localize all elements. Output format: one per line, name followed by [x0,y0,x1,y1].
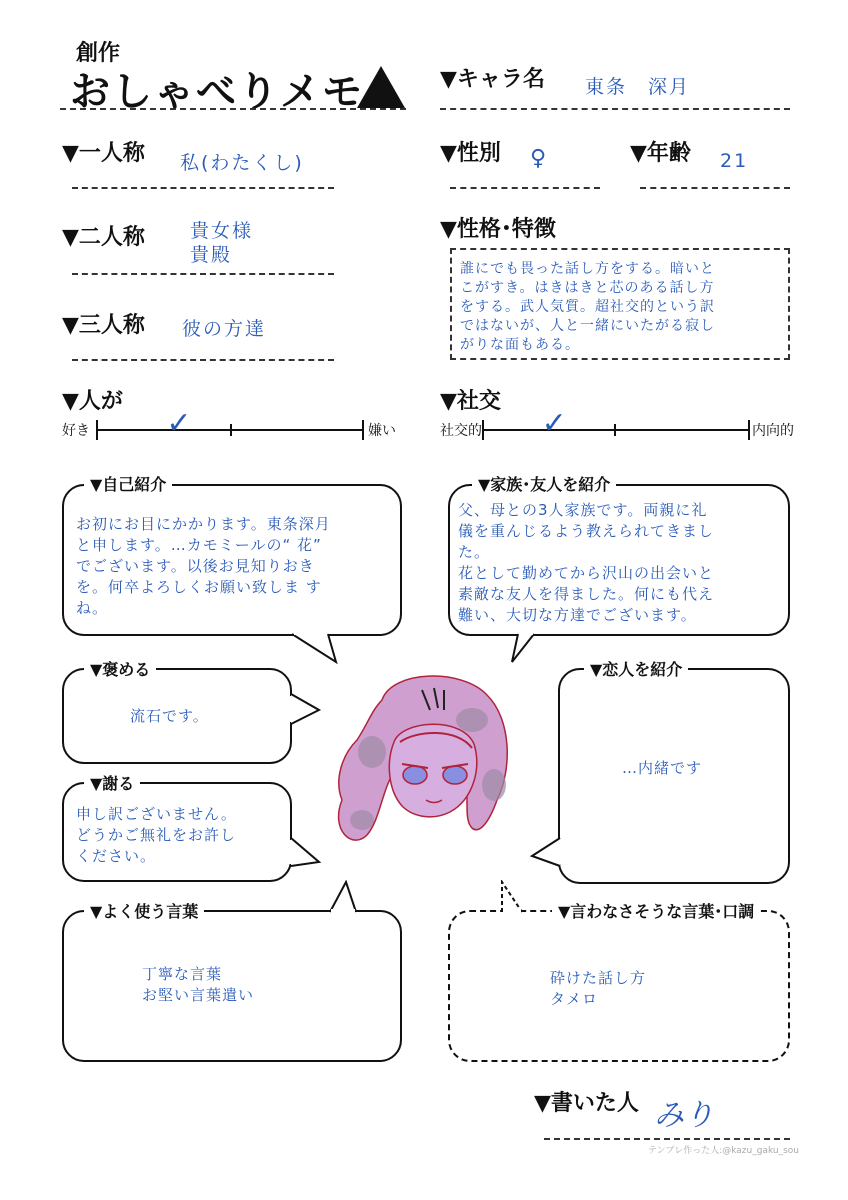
second-person-value-1: 貴女様 [190,220,254,242]
personality-line: がりな面もある。 [460,337,580,353]
gender-label: ▼性別 [440,141,501,166]
common-words-bubble-text [142,964,342,1006]
people-scale-check-mark: ✓ [166,406,192,441]
common-words-bubble-tail [326,880,366,914]
personality-line: こがすき。はきはきと芯のある話し方 [460,280,715,296]
intro-bubble-title: ▼自己紹介 [84,472,172,495]
people-scale-tick [362,420,364,440]
common-words-line: お堅い言葉遣い [142,986,255,1004]
page-title: おしゃべりメモ [70,69,364,115]
age-value: 21 [720,150,749,172]
social-scale-label: ▼社交 [440,389,501,414]
family-line: 儀を重んじるよう教えられてきまし [458,522,715,540]
praise-bubble-text [130,706,280,727]
name-value: 東条 深月 [585,76,691,98]
social-scale-left: 社交的 [440,423,482,439]
intro-line: と申します。…カモミールの“ 花” [76,536,322,554]
family-bubble-text [458,500,788,626]
second-person-value-2: 貴殿 [190,244,233,266]
gender-underline [450,187,600,189]
social-scale-right: 内向的 [752,423,794,439]
name-underline [440,108,790,110]
social-scale-check-mark: ✓ [541,406,567,441]
family-line: 花として勤めてから沢山の出会いと [458,564,715,582]
people-scale-right: 嫌い [368,423,396,439]
apologize-bubble-tail [289,836,323,872]
praise-line: 流石です。 [130,707,209,725]
personality-line: ではないが、人と一緒にいたがる寂し [460,318,715,334]
template-credit: テンプレ作った人:@kazu_gaku_sou [648,1146,799,1156]
age-underline [640,187,790,189]
personality-label: ▼性格･特徴 [440,217,556,242]
apologize-line: ください。 [76,847,157,865]
family-bubble-title: ▼家族･友人を紹介 [472,472,616,495]
third-person-value: 彼の方達 [182,318,267,340]
name-label: ▼キャラ名 [440,67,545,92]
apologize-bubble-title: ▼謝る [84,771,140,794]
never-say-line: 砕けた話し方 [550,969,647,987]
author-underline [544,1138,790,1140]
second-person-underline [72,273,334,275]
lover-bubble-title: ▼恋人を紹介 [584,657,688,680]
character-illustration [322,660,532,860]
family-line: 父、母との3人家族です。両親に礼 [458,501,708,519]
first-person-label: ▼一人称 [62,141,145,166]
intro-line: を。何卒よろしくお願い致しま す [76,578,322,596]
intro-bubble-text [76,514,396,619]
social-scale-tick [614,424,616,436]
personality-line: をする。武人気質。超社交的という訳 [460,299,715,315]
intro-line: ね。 [76,599,109,617]
author-label: ▼書いた人 [534,1091,639,1116]
never-say-line: タメロ [550,990,599,1008]
people-scale-label: ▼人が [62,389,123,414]
lover-bubble-text [622,758,772,779]
social-scale-tick [482,420,484,440]
people-scale-tick [96,420,98,440]
intro-line: お初にお目にかかります。東条深月 [76,515,331,533]
apologize-line: 申し訳ございません。 [76,805,237,823]
praise-bubble-title: ▼褒める [84,657,156,680]
third-person-label: ▼三人称 [62,313,145,338]
never-say-bubble-title: ▼言わなさそうな言葉･口調 [552,899,760,922]
apologize-bubble-text [76,804,286,867]
first-person-underline [72,187,334,189]
gender-value: ♀ [530,146,549,171]
author-signature: みり [654,1098,714,1133]
never-say-bubble-text [550,968,750,1010]
social-scale-tick [748,420,750,440]
intro-line: でございます。以後お見知りおき [76,557,315,575]
title-divider [60,108,406,110]
second-person-label: ▼二人称 [62,225,145,250]
common-words-bubble-title: ▼よく使う言葉 [84,899,204,922]
family-line: 難い、大切な方達でございます。 [458,606,697,624]
family-line: 素敵な友人を得ました。何にも代え [458,585,715,603]
apologize-line: どうかご無礼をお許し [76,826,237,844]
common-words-line: 丁寧な言葉 [142,965,223,983]
personality-line: 誰にでも畏った話し方をする。暗いと [460,261,715,277]
people-scale-left: 好き [62,423,90,439]
title-triangle-icon [357,66,405,108]
lover-bubble-tail [528,836,562,872]
first-person-value: 私(わたくし) [180,152,304,174]
age-label: ▼年齢 [630,141,691,166]
never-say-bubble-tail [496,880,536,914]
family-line: た。 [458,543,491,561]
third-person-underline [72,359,334,361]
people-scale-tick [230,424,232,436]
personality-text [460,260,790,355]
lover-line: …内緒です [622,759,703,777]
social-scale-line [482,429,750,431]
praise-bubble-tail [289,692,323,732]
header-subtitle: 創作 [76,41,121,66]
